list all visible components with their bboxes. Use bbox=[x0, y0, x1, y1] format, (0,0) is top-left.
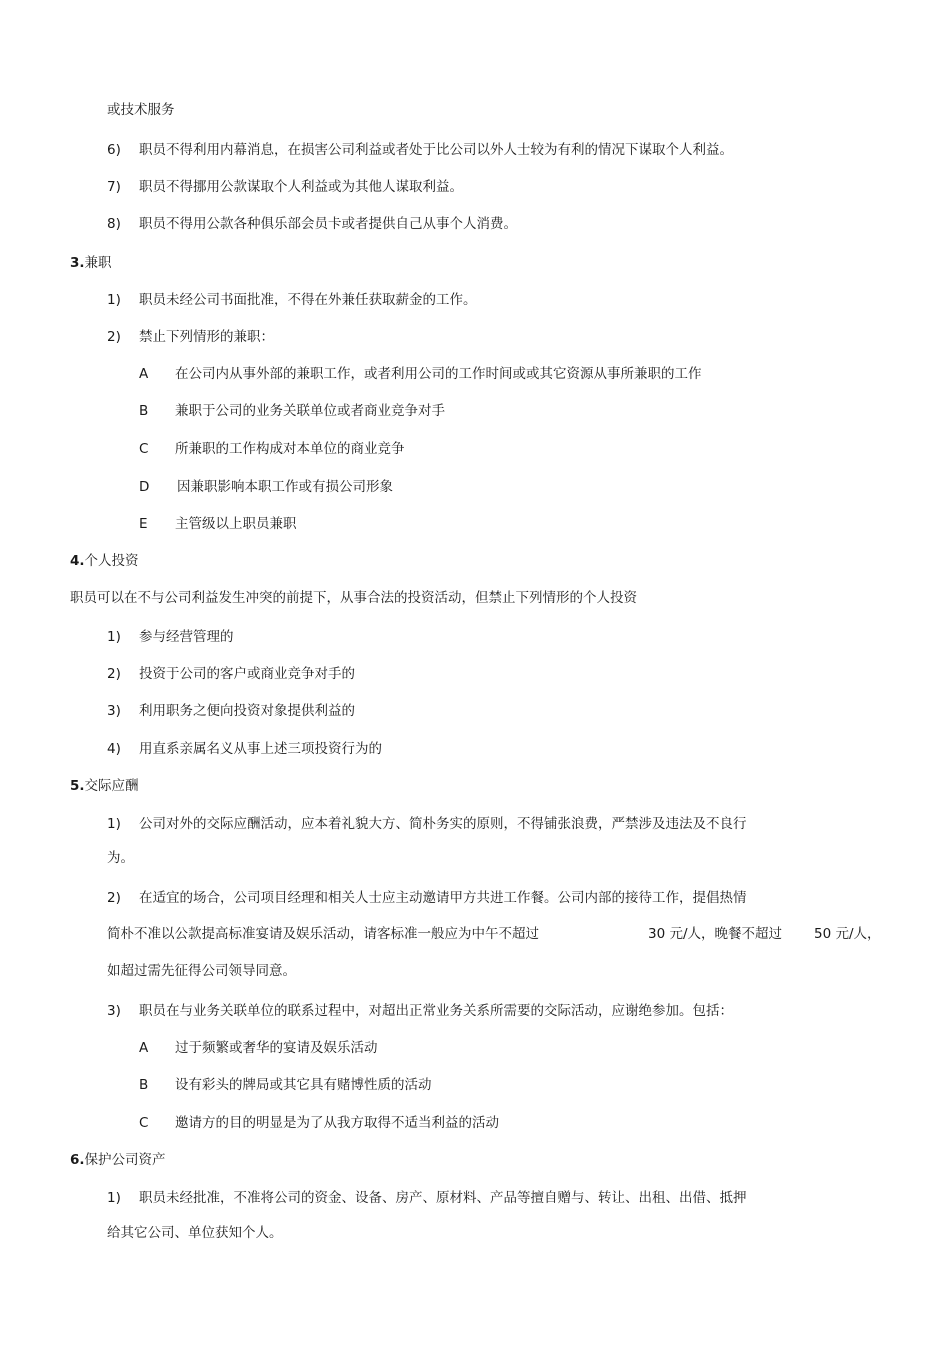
sub-item-letter: E bbox=[139, 516, 148, 532]
list-item-text: 职员不得利用内幕消息，在损害公司利益或者处于比公司以外人士较为有利的情况下谋取个人利益。 bbox=[139, 142, 733, 158]
list-number: 1) bbox=[107, 629, 121, 645]
section-number: 5. bbox=[70, 778, 85, 794]
list-item-text: 用直系亲属名义从事上述三项投资行为的 bbox=[139, 741, 382, 757]
sub-item-letter: C bbox=[139, 441, 149, 457]
section-title: 保护公司资产 bbox=[84, 1152, 166, 1168]
list-item-continuation: 如超过需先征得公司领导同意。 bbox=[107, 963, 296, 979]
list-item-text: 公司对外的交际应酬活动，应本着礼貌大方、简朴务实的原则，不得铺张浪费，严禁涉及违法及不良行 bbox=[139, 816, 747, 832]
list-number: 3) bbox=[107, 1003, 121, 1019]
sub-item-text: 过于频繁或奢华的宴请及娱乐活动 bbox=[175, 1040, 378, 1056]
list-item-continuation: 简朴不准以公款提高标准宴请及娱乐活动，请客标准一般应为中午不超过 bbox=[107, 926, 539, 942]
section-title: 个人投资 bbox=[84, 553, 139, 569]
list-item-continuation: 为。 bbox=[107, 850, 134, 866]
list-number: 1) bbox=[107, 1190, 121, 1206]
section-number: 4. bbox=[70, 553, 85, 569]
list-number: 1) bbox=[107, 292, 121, 308]
sub-item-text: 所兼职的工作构成对本单位的商业竞争 bbox=[175, 441, 405, 457]
list-item-continuation: 50 元/人， bbox=[814, 926, 881, 942]
list-item-continuation: 给其它公司、单位获知个人。 bbox=[107, 1225, 283, 1241]
list-number: 2) bbox=[107, 890, 121, 906]
list-number: 7) bbox=[107, 179, 121, 195]
list-item-continuation: 30 元/人，晚餐不超过 bbox=[648, 926, 783, 942]
list-item-text: 职员未经批准，不准将公司的资金、设备、房产、原材料、产品等擅自赠与、转让、出租、出借、抵押 bbox=[139, 1190, 747, 1206]
section-title: 交际应酬 bbox=[84, 778, 139, 794]
list-number: 3) bbox=[107, 703, 121, 719]
list-item-text: 参与经营管理的 bbox=[139, 629, 234, 645]
section-heading bbox=[70, 777, 139, 795]
section-title: 兼职 bbox=[84, 255, 112, 271]
list-item-text: 在适宜的场合，公司项目经理和相关人士应主动邀请甲方共进工作餐。公司内部的接待工作，提倡热情 bbox=[139, 890, 747, 906]
section-heading bbox=[70, 1151, 166, 1169]
list-item-text: 职员未经公司书面批准，不得在外兼任获取薪金的工作。 bbox=[139, 292, 477, 308]
list-item-text: 职员不得挪用公款谋取个人利益或为其他人谋取利益。 bbox=[139, 179, 463, 195]
section-heading bbox=[70, 254, 112, 272]
section-number: 6. bbox=[70, 1152, 85, 1168]
sub-item-letter: A bbox=[139, 1040, 149, 1056]
paragraph: 职员可以在不与公司利益发生冲突的前提下，从事合法的投资活动，但禁止下列情形的个人投资 bbox=[70, 590, 637, 606]
sub-item-text: 主管级以上职员兼职 bbox=[175, 516, 297, 532]
list-item-text: 投资于公司的客户或商业竞争对手的 bbox=[139, 666, 355, 682]
sub-item-text: 因兼职影响本职工作或有损公司形象 bbox=[177, 479, 393, 495]
section-number: 3. bbox=[70, 255, 85, 271]
sub-item-letter: D bbox=[139, 479, 150, 495]
sub-item-letter: C bbox=[139, 1115, 149, 1131]
list-number: 8) bbox=[107, 216, 121, 232]
paragraph-continuation: 或技术服务 bbox=[107, 102, 175, 118]
sub-item-text: 兼职于公司的业务关联单位或者商业竞争对手 bbox=[175, 403, 445, 419]
sub-item-letter: B bbox=[139, 1077, 149, 1093]
list-number: 1) bbox=[107, 816, 121, 832]
sub-item-letter: A bbox=[139, 366, 149, 382]
list-item-text: 禁止下列情形的兼职： bbox=[139, 329, 274, 345]
list-number: 2) bbox=[107, 329, 121, 345]
list-item-text: 利用职务之便向投资对象提供利益的 bbox=[139, 703, 355, 719]
sub-item-text: 邀请方的目的明显是为了从我方取得不适当利益的活动 bbox=[175, 1115, 499, 1131]
list-number: 6) bbox=[107, 142, 121, 158]
section-heading bbox=[70, 552, 139, 570]
sub-item-letter: B bbox=[139, 403, 149, 419]
list-item-text: 职员在与业务关联单位的联系过程中，对超出正常业务关系所需要的交际活动，应谢绝参加。包括： bbox=[139, 1003, 733, 1019]
sub-item-text: 在公司内从事外部的兼职工作，或者利用公司的工作时间或或其它资源从事所兼职的工作 bbox=[175, 366, 702, 382]
list-item-text: 职员不得用公款各种俱乐部会员卡或者提供自己从事个人消费。 bbox=[139, 216, 517, 232]
sub-item-text: 设有彩头的牌局或其它具有赌博性质的活动 bbox=[175, 1077, 432, 1093]
list-number: 2) bbox=[107, 666, 121, 682]
list-number: 4) bbox=[107, 741, 121, 757]
